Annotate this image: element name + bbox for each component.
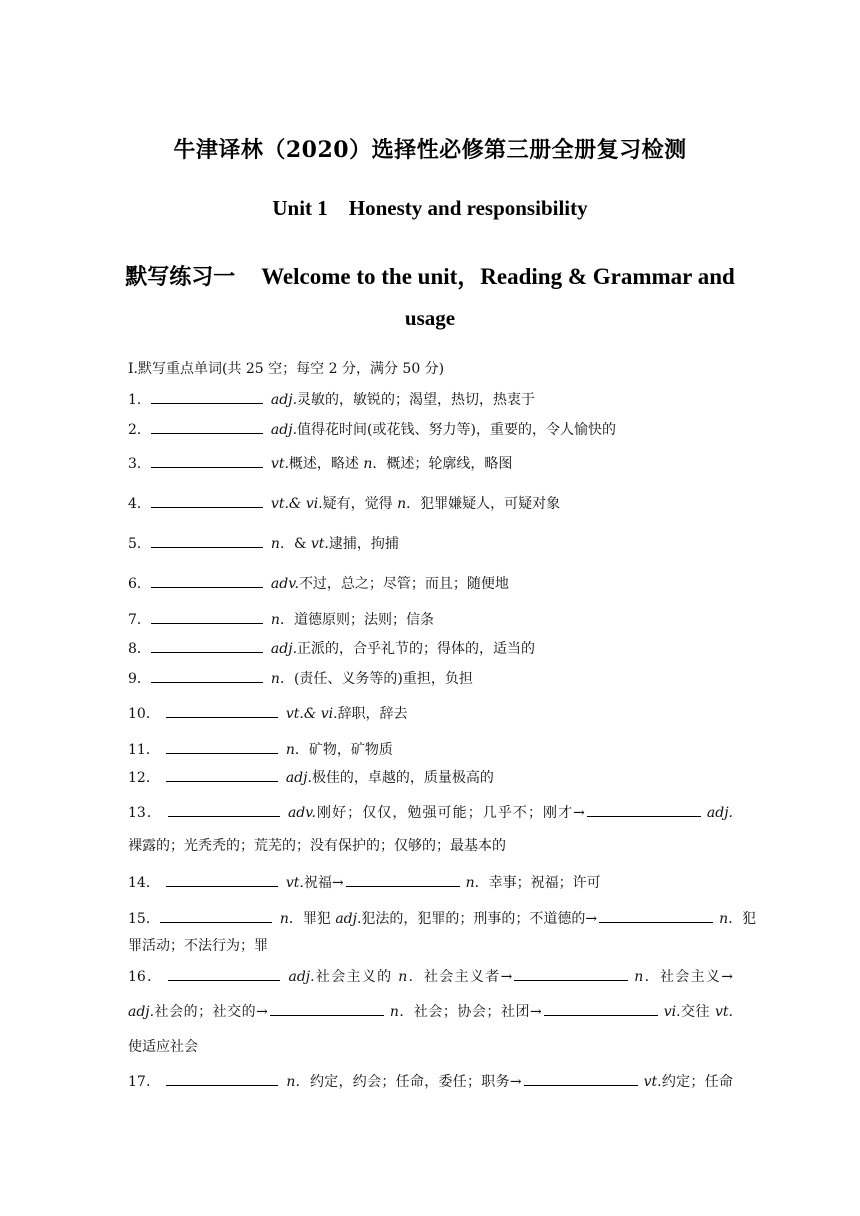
item-number: 7． xyxy=(128,612,151,628)
answer-blank[interactable] xyxy=(151,669,263,683)
list-item xyxy=(128,610,733,629)
part-of-speech: n xyxy=(398,969,408,985)
answer-blank[interactable] xyxy=(599,909,713,923)
answer-blank[interactable] xyxy=(514,967,628,981)
definition: ．社会；协会；社团→ xyxy=(398,1004,542,1020)
part-of-speech: n xyxy=(389,1004,399,1020)
part-of-speech: adj. xyxy=(270,641,298,657)
list-item xyxy=(128,803,733,822)
definition: ．罪犯 xyxy=(288,911,336,927)
definition: ．犯罪嫌疑人，可疑对象 xyxy=(406,496,561,512)
answer-blank[interactable] xyxy=(151,494,263,508)
definition: 犯法的，犯罪的；刑事的；不道德的→ xyxy=(361,911,598,927)
part-of-speech: n xyxy=(270,612,280,628)
answer-blank[interactable] xyxy=(151,390,263,404)
definition: ．道德原则；法则；信条 xyxy=(279,612,434,628)
list-item xyxy=(128,1072,733,1091)
definition: 不过，总之；尽管；而且；随便地 xyxy=(298,576,509,592)
definition: 社会主义的 xyxy=(314,969,399,985)
part-of-speech: n xyxy=(397,496,407,512)
definition: ．& xyxy=(279,536,311,552)
list-item-cont: 罪活动；不法行为；罪 xyxy=(128,938,268,954)
item-number: 9． xyxy=(128,671,151,687)
list-item xyxy=(128,454,733,473)
answer-blank[interactable] xyxy=(151,574,263,588)
item-number: 17． xyxy=(128,1074,161,1090)
answer-blank[interactable] xyxy=(587,803,701,817)
part-of-speech: adj. xyxy=(270,392,298,408)
list-item xyxy=(128,574,733,593)
definition: 交往 xyxy=(680,1004,715,1020)
definition: ．社会主义者→ xyxy=(407,969,513,985)
definition: 极佳的，卓越的，质量极高的 xyxy=(311,770,494,786)
part-of-speech: vt.& vi. xyxy=(285,706,338,722)
part-of-speech: n xyxy=(634,969,644,985)
list-item xyxy=(128,494,733,513)
definition: 辞职，辞去 xyxy=(337,706,408,722)
part-of-speech: adj. xyxy=(288,969,315,985)
item-number: 11． xyxy=(128,742,160,758)
answer-blank[interactable] xyxy=(160,909,272,923)
item-number: 3． xyxy=(128,456,151,472)
list-item xyxy=(128,639,733,658)
list-item xyxy=(128,669,733,688)
answer-blank[interactable] xyxy=(166,704,278,718)
list-item-cont xyxy=(128,1002,733,1021)
part-of-speech: vt. xyxy=(285,875,304,891)
definition: 社会的；社交的→ xyxy=(154,1004,268,1020)
list-item xyxy=(128,873,733,892)
answer-blank[interactable] xyxy=(346,873,460,887)
definition: ．社会主义→ xyxy=(643,969,733,985)
definition: 刚好；仅仅，勉强可能；几乎不；刚才→ xyxy=(315,805,585,821)
part-of-speech: n xyxy=(270,671,280,687)
answer-blank[interactable] xyxy=(524,1072,638,1086)
item-number: 5． xyxy=(128,536,151,552)
part-of-speech: n xyxy=(270,536,280,552)
definition: ．概述；轮廓线，略图 xyxy=(372,456,513,472)
item-number: 14． xyxy=(128,875,160,891)
item-number: 13． xyxy=(128,805,162,821)
part-of-speech: n xyxy=(285,742,295,758)
item-number: 2． xyxy=(128,422,151,438)
item-number: 4． xyxy=(128,496,151,512)
item-number: 12． xyxy=(128,770,160,786)
definition: 灵敏的，敏锐的；渴望，热切，热衷于 xyxy=(297,392,536,408)
item-number: 6． xyxy=(128,576,151,592)
part-of-speech: vt. xyxy=(310,536,329,552)
main-title: 牛津译林（2020）选择性必修第三册全册复习检测 xyxy=(173,137,687,163)
part-of-speech: vi. xyxy=(663,1004,681,1020)
part-of-speech: vt.& vi. xyxy=(270,496,323,512)
section-title xyxy=(0,258,860,291)
list-item xyxy=(128,768,733,787)
section-title-cont: usage xyxy=(404,306,456,330)
unit-title: Unit 1 Honesty and responsibility xyxy=(272,196,588,220)
part-of-speech: n xyxy=(363,456,373,472)
list-item xyxy=(128,967,733,986)
answer-blank[interactable] xyxy=(166,873,278,887)
definition: 祝福→ xyxy=(303,875,344,891)
answer-blank[interactable] xyxy=(166,740,278,754)
answer-blank[interactable] xyxy=(151,420,263,434)
definition: 值得花时间(或花钱、努力等)，重要的，令人愉快的 xyxy=(297,422,616,438)
answer-blank[interactable] xyxy=(151,534,263,548)
part1-heading-note: (共 25 空；每空 2 分，满分 50 分) xyxy=(221,361,445,377)
definition: 概述，略述 xyxy=(288,456,364,472)
part-of-speech: vt. xyxy=(715,1004,733,1020)
list-item xyxy=(128,390,733,409)
part1-heading xyxy=(128,360,733,378)
definition: 疑有，觉得 xyxy=(322,496,398,512)
answer-blank[interactable] xyxy=(166,768,278,782)
section-title-en: Welcome to the unit，Reading & Grammar and xyxy=(261,264,735,289)
definition: 逮捕，拘捕 xyxy=(328,536,399,552)
definition: ．犯 xyxy=(728,911,757,927)
list-item xyxy=(128,704,733,723)
list-item-cont: 裸露的；光秃秃的；荒芜的；没有保护的；仅够的；最基本的 xyxy=(128,838,506,854)
answer-blank[interactable] xyxy=(151,639,263,653)
definition: ．矿物，矿物质 xyxy=(294,742,393,758)
item-number: 10． xyxy=(128,706,160,722)
part-of-speech: adj. xyxy=(706,805,733,821)
part-of-speech: n xyxy=(286,1074,296,1090)
part1-heading-label: Ⅰ.默写重点单词 xyxy=(128,361,222,377)
list-item-cont: 使适应社会 xyxy=(128,1039,198,1055)
part-of-speech: vt. xyxy=(643,1074,662,1090)
list-item xyxy=(128,534,733,553)
answer-blank[interactable] xyxy=(168,803,280,817)
part-of-speech: adj. xyxy=(128,1004,155,1020)
section-title-cn: 默写练习一 xyxy=(125,264,236,290)
item-number: 15． xyxy=(128,911,160,927)
definition: ．幸事；祝福；许可 xyxy=(474,875,601,891)
part-of-speech: vt. xyxy=(270,456,289,472)
part-of-speech: n xyxy=(719,911,729,927)
definition: ．约定，约会；任命，委任；职务→ xyxy=(295,1074,522,1090)
item-number: 16． xyxy=(128,969,163,985)
answer-blank[interactable] xyxy=(166,1072,278,1086)
item-number: 8． xyxy=(128,641,151,657)
answer-blank[interactable] xyxy=(151,610,263,624)
definition: 正派的，合乎礼节的；得体的，适当的 xyxy=(297,641,536,657)
answer-blank[interactable] xyxy=(168,967,280,981)
part-of-speech: adv. xyxy=(287,805,316,821)
answer-blank[interactable] xyxy=(270,1002,384,1016)
list-item xyxy=(128,420,733,439)
answer-blank[interactable] xyxy=(544,1002,658,1016)
part-of-speech: adv. xyxy=(270,576,299,592)
part-of-speech: n xyxy=(279,911,289,927)
part-of-speech: adj. xyxy=(285,770,312,786)
part-of-speech: adj. xyxy=(335,911,362,927)
part-of-speech: n xyxy=(465,875,475,891)
definition: 约定；任命 xyxy=(661,1074,733,1090)
definition: ．(责任、义务等的)重担，负担 xyxy=(279,671,473,687)
answer-blank[interactable] xyxy=(151,454,263,468)
part-of-speech: adj. xyxy=(270,422,298,438)
item-number: 1． xyxy=(128,392,151,408)
list-item xyxy=(128,909,757,928)
list-item xyxy=(128,740,733,759)
